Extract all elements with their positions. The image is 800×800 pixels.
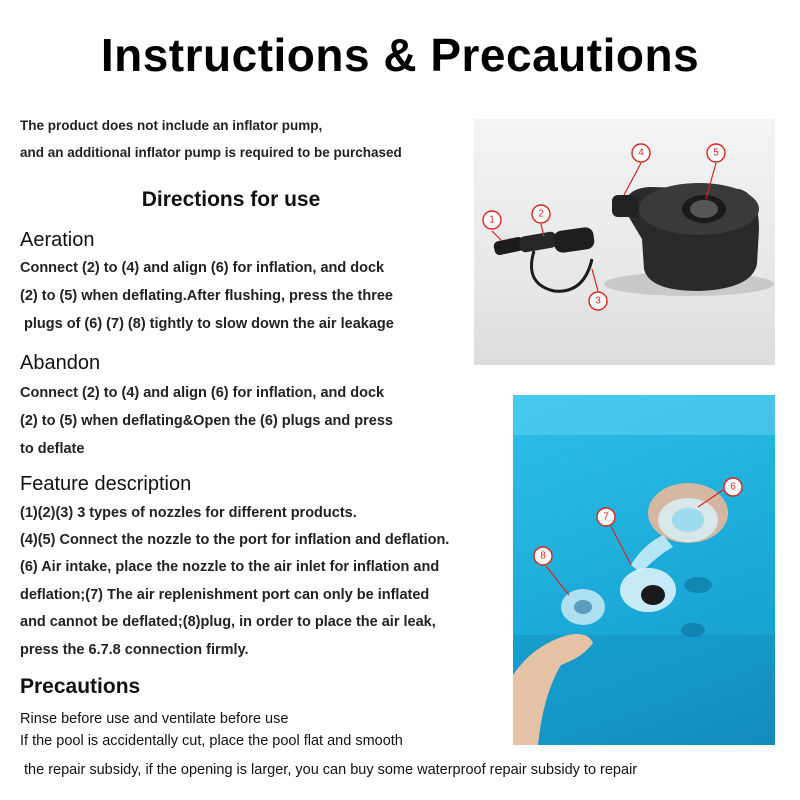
abandon-line: to deflate — [20, 441, 85, 457]
feature-line: (4)(5) Connect the nozzle to the port for inflation and deflation. — [20, 532, 450, 548]
feature-line: (6) Air intake, place the nozzle to the air inlet for inflation and — [20, 559, 440, 575]
svg-text:2: 2 — [538, 208, 544, 220]
svg-text:5: 5 — [713, 147, 719, 159]
pump-marker — [589, 269, 607, 310]
feature-line: deflation;(7) The air replenishment port can only be inflated — [20, 587, 430, 603]
pool-port — [684, 577, 712, 593]
valve-connector — [631, 535, 673, 573]
pump-port-4 — [612, 195, 638, 217]
nozzle-cord — [532, 251, 593, 291]
aeration-line: Connect (2) to (4) and align (6) for inflation, and dock — [20, 260, 385, 276]
pump-marker — [532, 205, 550, 237]
pool-marker — [597, 508, 631, 565]
svg-text:7: 7 — [603, 511, 609, 523]
directions-heading: Directions for use — [141, 188, 321, 211]
svg-text:3: 3 — [595, 295, 601, 307]
pool-marker — [534, 547, 569, 595]
pump-photo — [474, 119, 775, 365]
note-line-2: and an additional inflator pump is required to be purchased — [20, 145, 402, 160]
pool-illustration — [513, 395, 775, 745]
feature-line: and cannot be deflated;(8)plug, in order to place the air leak, — [20, 614, 436, 630]
svg-text:8: 8 — [540, 550, 546, 562]
precaution-line: Rinse before use and ventilate before use — [20, 711, 289, 727]
pump-port-grill — [690, 200, 718, 218]
feature-line: press the 6.7.8 connection firmly. — [20, 642, 249, 658]
pool-port — [681, 623, 705, 637]
abandon-line: (2) to (5) when deflating&Open the (6) plugs and press — [20, 413, 393, 429]
plug-8-center — [574, 600, 592, 614]
pool-valve-photo — [513, 395, 775, 745]
svg-text:4: 4 — [638, 147, 644, 159]
valve-7-hole — [641, 585, 665, 605]
note-line-1: The product does not include an inflator pump, — [20, 118, 323, 133]
valve-6-inner — [672, 508, 704, 532]
svg-text:1: 1 — [489, 214, 495, 226]
feature-line: (1)(2)(3) 3 types of nozzles for different products. — [20, 505, 357, 521]
precaution-line: If the pool is accidentally cut, place the pool flat and smooth — [20, 733, 403, 749]
precautions-heading: Precautions — [20, 675, 141, 698]
abandon-heading: Abandon — [20, 352, 101, 374]
aeration-line: (2) to (5) when deflating.After flushing, press the three — [20, 288, 393, 304]
aeration-line: plugs of (6) (7) (8) tightly to slow down the air leakage — [20, 316, 394, 332]
pump-illustration — [474, 119, 775, 365]
precaution-line: the repair subsidy, if the opening is larger, you can buy some waterproof repair subsidy to repair — [20, 762, 638, 778]
pool-wall-highlight — [513, 395, 775, 435]
aeration-heading: Aeration — [20, 229, 95, 251]
abandon-line: Connect (2) to (4) and align (6) for inflation, and dock — [20, 385, 385, 401]
pump-marker — [483, 211, 502, 241]
nozzle-3 — [553, 226, 596, 253]
page-title: Instructions & Precautions — [100, 29, 700, 81]
svg-text:6: 6 — [730, 481, 736, 493]
feature-heading: Feature description — [20, 473, 192, 495]
nozzle-2 — [518, 231, 558, 253]
